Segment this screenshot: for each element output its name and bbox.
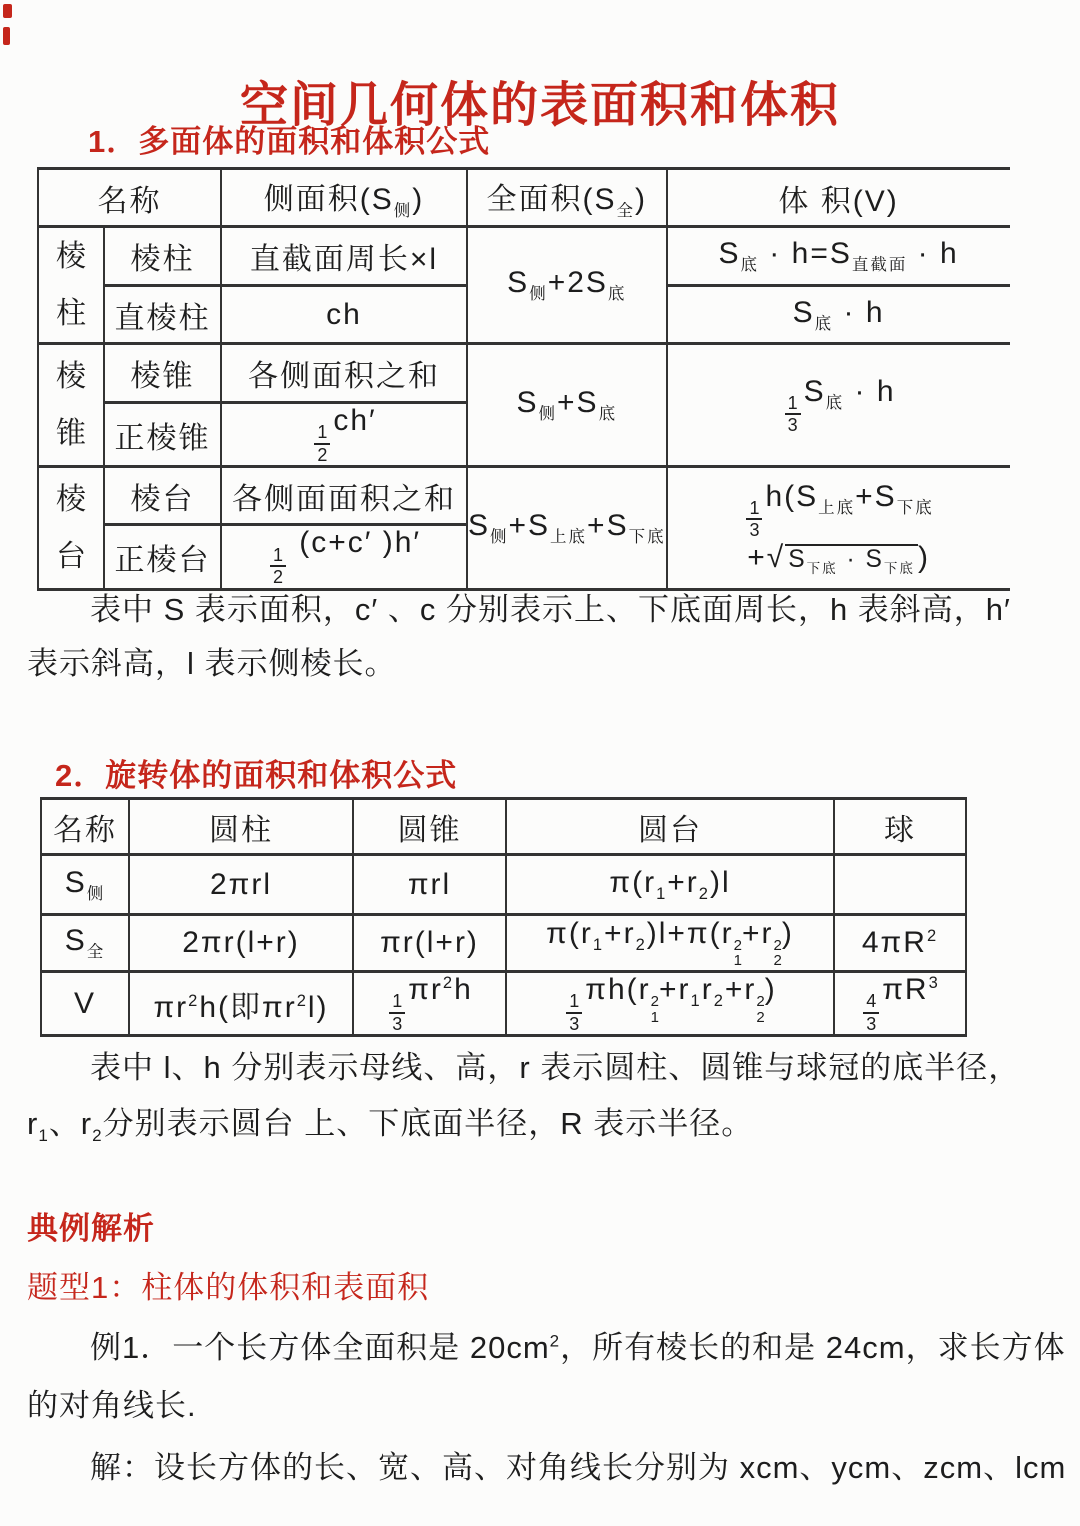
prism-vertical-label: 棱柱 (56, 240, 86, 330)
polyhedron-formula-table (37, 167, 1010, 591)
t2-header-cone: 圆锥 (353, 799, 506, 855)
t1-header-total: 全面积$(S_全)$ (467, 169, 667, 227)
t1-reg-frustum-lateral: $\frac{1}{2}$ (c+c′ )h′ (221, 525, 467, 589)
t2-total-frustum: $\pi(r_1+r_2)l+\pi(r$ 2 1 +r 2 2 ) (506, 915, 834, 972)
t1-frustum-total: $S_侧+S_{上底}+S_{下底}$ (467, 467, 667, 589)
t2-header-sphere: 球 (834, 799, 966, 855)
t1-header-lateral: 侧面积$(S_侧)$ (221, 169, 467, 227)
frustum-volume-line2: +√ $S_{下底} \cdot S_{下底}$ ) (747, 540, 930, 576)
t2-header-frustum: 圆台 (506, 799, 834, 855)
table2-note-line2: $r_1$、$r_2$分别表示圆台 上、下底面半径，R 表示半径。 (27, 1106, 754, 1146)
frustum-volume-line1: $\frac{1}{3}$ $h(S_{上底}+S_{下底}$ (668, 480, 1010, 541)
t1-prism-volume: $S_底 \cdot h=S_{直截面} \cdot h$ (667, 227, 1010, 286)
t1-reg-pyramid-name: 正棱锥 (104, 403, 221, 467)
section1-heading: 1．多面体的面积和体积公式 (88, 124, 491, 159)
t1-right-prism-volume: $S_底 \cdot h$ (667, 286, 1010, 344)
table2-note-line1: 表中 l、h 分别表示母线、高，r 表示圆柱、圆锥与球冠的底半径， (90, 1050, 1021, 1085)
t2-volume-cylinder: $\pi r^2h$(即$\pi r^2l$) (129, 972, 353, 1036)
t1-frustum-volume (667, 467, 1010, 589)
scan-artifact (3, 4, 12, 18)
t2-lateral-cylinder: 2πrl (129, 855, 353, 915)
t2-header-cylinder: 圆柱 (129, 799, 353, 855)
t2-total-cone: πr(l+r) (353, 915, 506, 972)
frustum-vertical-label: 棱台 (56, 483, 86, 574)
pyramid-vertical-label: 棱锥 (56, 360, 86, 451)
t2-volume-sphere: $\frac{4}{3}$ $\pi R^3$ (834, 972, 966, 1036)
t2-lateral-cone: πrl (353, 855, 506, 915)
t1-pyramid-lateral: 各侧面积之和 (221, 344, 467, 403)
t1-prism-total: $S_侧+2S_底$ (467, 227, 667, 344)
table1-note-line2: 表示斜高，l 表示侧棱长。 (27, 646, 397, 681)
t1-header-volume: 体 积(V) (667, 169, 1010, 227)
revolution-formula-table (40, 797, 967, 1037)
t1-right-prism-lateral: ch (221, 286, 467, 344)
t2-header-name: 名称 (41, 799, 129, 855)
example1-line1: 例1．一个长方体全面积是 $20cm^2$，所有棱长的和是 24cm，求长方体 (90, 1330, 1066, 1365)
t1-frustum-name: 棱台 (104, 467, 221, 525)
t1-header-name: 名称 (38, 169, 221, 227)
section2-heading: 2．旋转体的面积和体积公式 (55, 758, 458, 793)
t1-pyramid-name: 棱锥 (104, 344, 221, 403)
examples-heading: 典例解析 (27, 1211, 155, 1246)
problem-type-heading: 题型1：柱体的体积和表面积 (27, 1270, 430, 1305)
t1-reg-frustum-name: 正棱台 (104, 525, 221, 589)
t1-pyramid-volume: $\frac{1}{3}$ $S_底 \cdot h$ (667, 344, 1010, 467)
t2-total-sphere: $4\pi R^2$ (834, 915, 966, 972)
t2-lateral-sphere (834, 855, 966, 915)
t2-volume-frustum: $\frac{1}{3}$ πh(r 2 1 $+r_1r_2+r$ 2 2 ) (506, 972, 834, 1036)
t2-lateral-frustum: $\pi(r_1+r_2)l$ (506, 855, 834, 915)
t1-prism-lateral: 直截面周长×l (221, 227, 467, 286)
example1-solution-line: 解：设长方体的长、宽、高、对角线长分别为 xcm、ycm、zcm、lcm (90, 1450, 1067, 1485)
page-title: 空间几何体的表面积和体积 (239, 79, 840, 133)
table1-note-line1: 表中 S 表示面积，c′ 、c 分别表示上、下底面周长，h 表斜高，h′ (90, 592, 1011, 627)
t1-frustum-lateral: 各侧面面积之和 (221, 467, 467, 525)
t1-reg-pyramid-lateral: $\frac{1}{2}$ ch′ (221, 403, 467, 467)
t2-row-lateral-label: $S_侧$ (41, 855, 129, 915)
t1-prism-group-label (38, 227, 104, 344)
t1-prism-name: 棱柱 (104, 227, 221, 286)
t1-right-prism-name: 直棱柱 (104, 286, 221, 344)
t2-volume-cone: $\frac{1}{3}$ $\pi r^2h$ (353, 972, 506, 1036)
scan-artifact (3, 27, 10, 45)
t1-pyramid-group-label (38, 344, 104, 467)
example1-line2: 的对角线长. (27, 1388, 197, 1423)
t2-row-volume-label: V (41, 972, 129, 1036)
t1-pyramid-total: $S_侧+S_底$ (467, 344, 667, 467)
t2-total-cylinder: 2πr(l+r) (129, 915, 353, 972)
t2-row-total-label: $S_全$ (41, 915, 129, 972)
t1-frustum-group-label (38, 467, 104, 589)
